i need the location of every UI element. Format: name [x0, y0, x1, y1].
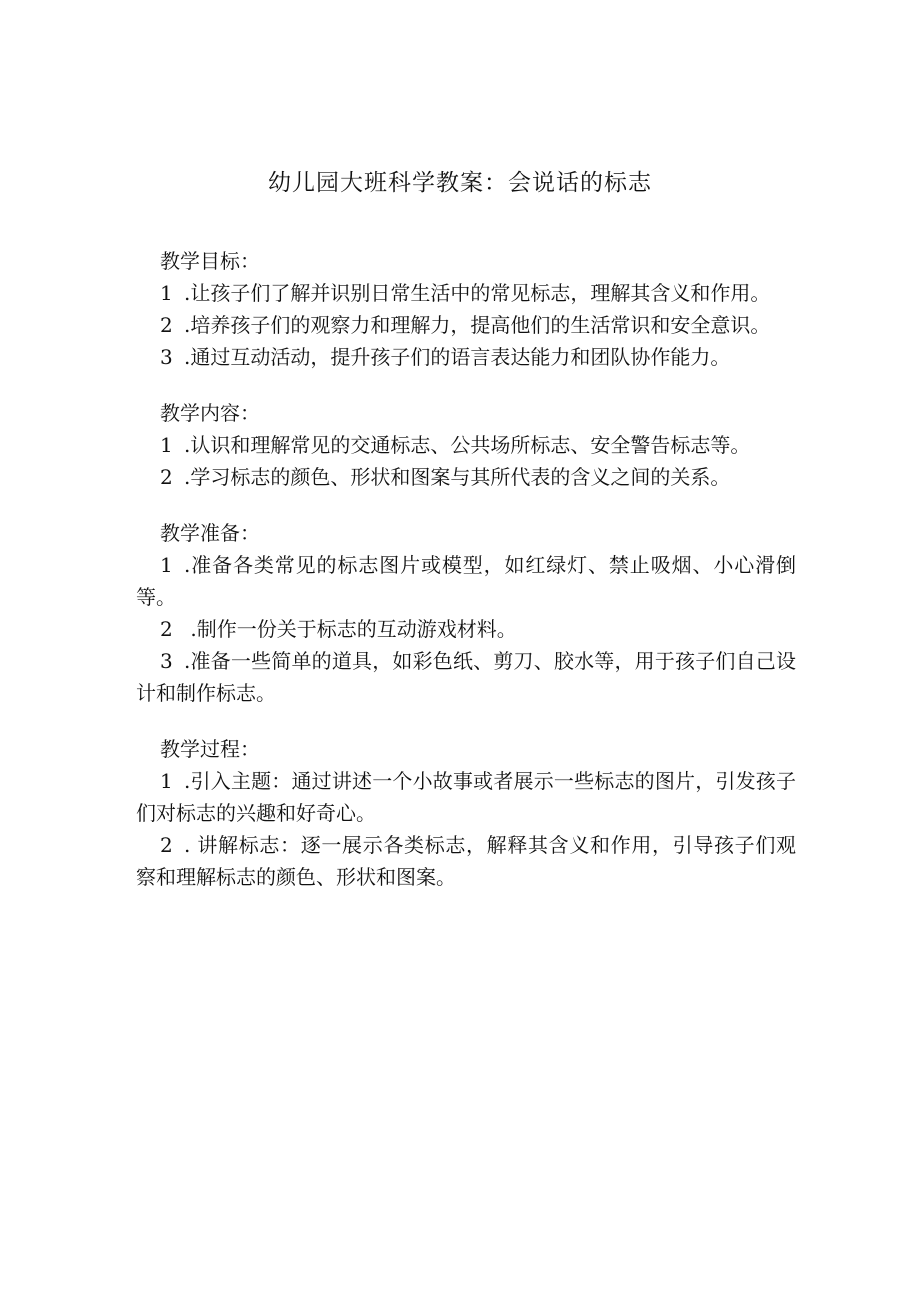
list-item: [136, 429, 796, 461]
document-body: [136, 245, 796, 917]
item-number: 1: [160, 769, 173, 793]
section-teaching-preparation: [136, 517, 796, 709]
section-heading: 教学目标：: [160, 249, 260, 273]
item-text: .引入主题：通过讲述一个小故事或者展示一些标志的图片，引发孩子们对标志的兴趣和好奇心。: [136, 769, 796, 825]
item-number: 1: [160, 553, 173, 577]
item-text: .准备一些简单的道具，如彩色纸、剪刀、胶水等，用于孩子们自己设计和制作标志。: [136, 649, 796, 705]
section-heading: 教学内容：: [160, 401, 260, 425]
list-item: [136, 461, 796, 493]
item-text: .通过互动活动，提升孩子们的语言表达能力和团队协作能力。: [184, 345, 731, 369]
item-text: .学习标志的颜色、形状和图案与其所代表的含义之间的关系。: [184, 465, 731, 489]
list-item: [136, 309, 796, 341]
list-item: [136, 613, 796, 645]
section-teaching-goals: [136, 245, 796, 373]
list-item: [136, 645, 796, 709]
item-number: 2: [160, 833, 173, 857]
list-item: [136, 765, 796, 829]
list-item: [136, 829, 796, 893]
item-number: 1: [160, 281, 173, 305]
item-number: 3: [160, 649, 173, 673]
item-text: .制作一份关于标志的互动游戏材料。: [184, 617, 517, 641]
list-item: [136, 277, 796, 309]
section-teaching-process: [136, 733, 796, 893]
item-text: . 讲解标志：逐一展示各类标志，解释其含义和作用，引导孩子们观察和理解标志的颜色、形状和图案。: [136, 833, 796, 889]
item-number: 2: [160, 313, 173, 337]
section-teaching-content: [136, 397, 796, 493]
item-text: .培养孩子们的观察力和理解力，提高他们的生活常识和安全意识。: [184, 313, 771, 337]
document-title: 幼儿园大班科学教案：会说话的标志: [268, 170, 652, 196]
section-heading: 教学准备：: [160, 521, 260, 545]
item-number: 1: [160, 433, 173, 457]
list-item: [136, 341, 796, 373]
section-heading: 教学过程：: [160, 737, 260, 761]
item-number: 2: [160, 617, 173, 641]
item-number: 2: [160, 465, 173, 489]
list-item: [136, 549, 796, 613]
item-text: .让孩子们了解并识别日常生活中的常见标志，理解其含义和作用。: [184, 281, 771, 305]
item-text: .认识和理解常见的交通标志、公共场所标志、安全警告标志等。: [184, 433, 751, 457]
item-text: .准备各类常见的标志图片或模型，如红绿灯、禁止吸烟、小心滑倒等。: [136, 553, 796, 609]
item-number: 3: [160, 345, 173, 369]
